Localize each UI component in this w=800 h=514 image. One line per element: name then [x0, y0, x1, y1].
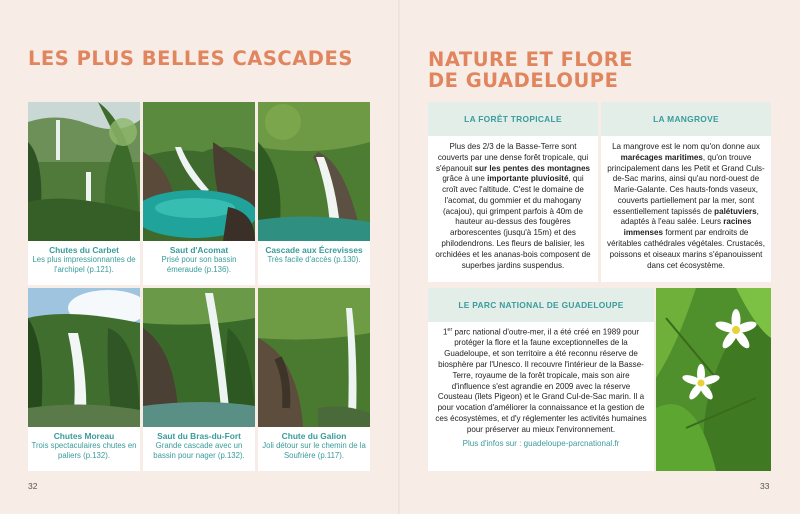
page-number-right: 33	[760, 481, 770, 491]
right-page-title	[428, 49, 688, 92]
left-page-title: LES PLUS BELLES CASCADES	[28, 47, 353, 70]
mangrove-heading: LA MANGROVE	[601, 102, 771, 136]
card-desc: Grande cascade avec un bassin pour nager (p.132).	[153, 441, 245, 460]
card-title: Chutes du Carbet	[49, 245, 119, 255]
waterfall-card-bras-du-fort	[143, 288, 255, 471]
card-desc: Prisé pour son bassin émeraude (p.136).	[161, 255, 237, 274]
card-caption	[28, 427, 140, 471]
card-title: Saut d'Acomat	[169, 245, 229, 255]
waterfall-card-acomat	[143, 102, 255, 285]
mangrove-box	[601, 102, 771, 282]
card-desc: Très facile d'accès (p.130).	[267, 255, 361, 265]
right-page	[400, 0, 800, 514]
photo-saut-du-bras-du-fort	[143, 288, 255, 427]
page-number-left: 32	[28, 481, 38, 491]
waterfall-card-carbet	[28, 102, 140, 285]
foret-tropicale-box	[428, 102, 598, 282]
right-title-line-1: NATURE ET FLORE	[428, 48, 634, 71]
waterfall-card-galion	[258, 288, 370, 471]
mangrove-text: La mangrove est le nom qu'on donne aux marécages maritimes, qu'on trouve principalement dans les Petit et Grand Culs-de-Sac marins, ainsi qu'au nord-ouest de Marie-Galante. Ces hauts-fonds vaseux, couverts partiellement par la mer, sont essentiellement tapissés de palétuviers, adaptés à l'eau salée. Leurs racines immenses forment par endroits de véritables cathédrales végétales. Crustacés, poissons et oiseaux marins s'épanouissent dans cet écosystème.	[607, 142, 765, 270]
card-caption	[258, 241, 370, 285]
photo-cascade-aux-ecrevisses	[258, 102, 370, 241]
foret-tropicale-heading: LA FORÊT TROPICALE	[428, 102, 598, 136]
card-caption	[28, 241, 140, 285]
waterfall-card-ecrevisses	[258, 102, 370, 285]
card-title: Saut du Bras-du-Fort	[157, 431, 241, 441]
parc-national-text: 1er parc national d'outre-mer, il a été créé en 1989 pour protéger la flore et la faune exceptionnelles de la Guadeloupe, et son territoire a été reconnu réserve de biosphère par l'Unesco. Il recouvre l'intérieur de la Basse-Terre, royaume de la forêt tropicale, mais son aire d'influence s'est agrandie en 2009 avec la réserve Cousteau (îlets Pigeon) et le Grand Cul-de-Sac marin. Il a pour vocation d'améliorer la connaissance et la gestion de ces écosystèmes, et d'y réglementer les activités humaines pour préserver au mieux l'environnement. Plus d'infos sur : guadeloupe-parcnational.fr	[435, 327, 647, 449]
photo-saut-d-acomat	[143, 102, 255, 241]
photo-chute-du-galion	[258, 288, 370, 427]
foret-tropicale-text: Plus des 2/3 de la Basse-Terre sont couverts par une dense forêt tropicale, qui s'épanouit sur les pentes des montagnes grâce à une importante pluviosité, qui croît avec l'altitude. C'est le domaine de l'acomat, du gommier et du mahogany (acajou), qui grimpent parfois à 40m de hauteur au-dessus des fougères arborescentes (jusqu'à 15m) et des philodendrons. Les fleurs de balisier, les orchidées et les ananas-bois composent de superbes jardins suspendus.	[435, 142, 591, 270]
card-desc: Les plus impressionnantes de l'archipel (p.121).	[32, 255, 136, 274]
photo-chutes-du-carbet	[28, 102, 140, 241]
card-desc: Trois spectaculaires chutes en paliers (p.132).	[31, 441, 137, 460]
card-title: Chute du Galion	[281, 431, 347, 441]
right-title-line-2: DE GUADELOUPE	[428, 69, 619, 93]
card-title: Cascade aux Écrevisses	[265, 245, 363, 255]
card-title: Chutes Moreau	[53, 431, 115, 441]
card-desc: Joli détour sur le chemin de la Soufrière (p.117).	[262, 441, 366, 460]
card-caption	[143, 427, 255, 471]
card-caption	[143, 241, 255, 285]
card-caption	[258, 427, 370, 471]
parc-national-box	[428, 288, 654, 471]
parc-national-heading: LE PARC NATIONAL DE GUADELOUPE	[428, 288, 654, 322]
parc-national-link[interactable]: Plus d'infos sur : guadeloupe-parcnational.fr	[462, 439, 620, 449]
photo-chutes-moreau	[28, 288, 140, 427]
photo-flowers	[656, 288, 771, 471]
waterfall-card-moreau	[28, 288, 140, 471]
